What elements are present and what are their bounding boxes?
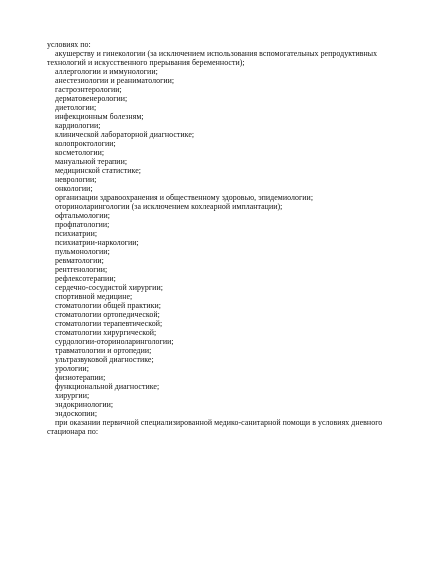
list-item: психиатрии; xyxy=(55,229,98,238)
list-item: рефлексотерапии; xyxy=(55,274,116,283)
list-item: ревматологии; xyxy=(55,256,104,265)
list-item: косметологии; xyxy=(55,148,105,157)
list-item: мануальной терапии; xyxy=(55,157,128,166)
list-item: организации здравоохранения и общественному здоровью, эпидемиологии; xyxy=(55,193,314,202)
list-item: сурдологии-оториноларингологии; xyxy=(55,337,174,346)
list-item: стоматологии общей практики; xyxy=(55,301,162,310)
list-item: офтальмологии; xyxy=(55,211,111,220)
closing-paragraph: при оказании первичной специализированной медико-санитарной помощи в условиях дневного стационара по: xyxy=(47,418,383,436)
first-item-paragraph: акушерству и гинекологии (за исключением использования вспомогательных репродуктивных технологий и искусственного прерывания беременности); xyxy=(47,49,378,67)
list-item: ультразвуковой диагностике; xyxy=(55,355,154,364)
list-item: физиотерапии; xyxy=(55,373,106,382)
list-item: профпатологии; xyxy=(55,220,110,229)
list-item: аллергологии и иммунологии; xyxy=(55,67,158,76)
list-item: анестезиологии и реаниматологии; xyxy=(55,76,175,85)
list-item: дерматовенерологии; xyxy=(55,94,128,103)
list-item: медицинской статистике; xyxy=(55,166,142,175)
list-item: сердечно-сосудистой хирургии; xyxy=(55,283,163,292)
document-content xyxy=(47,40,412,436)
list-item: пульмонологии; xyxy=(55,247,110,256)
list-item: диетологии; xyxy=(55,103,97,112)
list-item: эндоскопии; xyxy=(55,409,98,418)
list-item: неврологии; xyxy=(55,175,97,184)
list-item: психиатрии-наркологии; xyxy=(55,238,139,247)
list-item: оториноларингологии (за исключением кохлеарной имплантации); xyxy=(55,202,283,211)
list-item: эндокринологии; xyxy=(55,400,114,409)
list-item: гастроэнтерологии; xyxy=(55,85,122,94)
list-item: клинической лабораторной диагностике; xyxy=(55,130,195,139)
specialty-list xyxy=(47,67,412,418)
list-item: колопроктологии; xyxy=(55,139,116,148)
list-item: травматологии и ортопедии; xyxy=(55,346,152,355)
list-item: стоматологии ортопедической; xyxy=(55,310,160,319)
list-item: стоматологии хирургической; xyxy=(55,328,157,337)
list-item: стоматологии терапевтической; xyxy=(55,319,163,328)
list-item: онкологии; xyxy=(55,184,93,193)
intro-line: условиях по: xyxy=(47,40,91,49)
list-item: рентгенологии; xyxy=(55,265,108,274)
list-item: спортивной медицине; xyxy=(55,292,133,301)
list-item: инфекционным болезням; xyxy=(55,112,144,121)
list-item: функциональной диагностике; xyxy=(55,382,160,391)
list-item: урологии; xyxy=(55,364,89,373)
list-item: хирургии; xyxy=(55,391,90,400)
list-item: кардиологии; xyxy=(55,121,101,130)
